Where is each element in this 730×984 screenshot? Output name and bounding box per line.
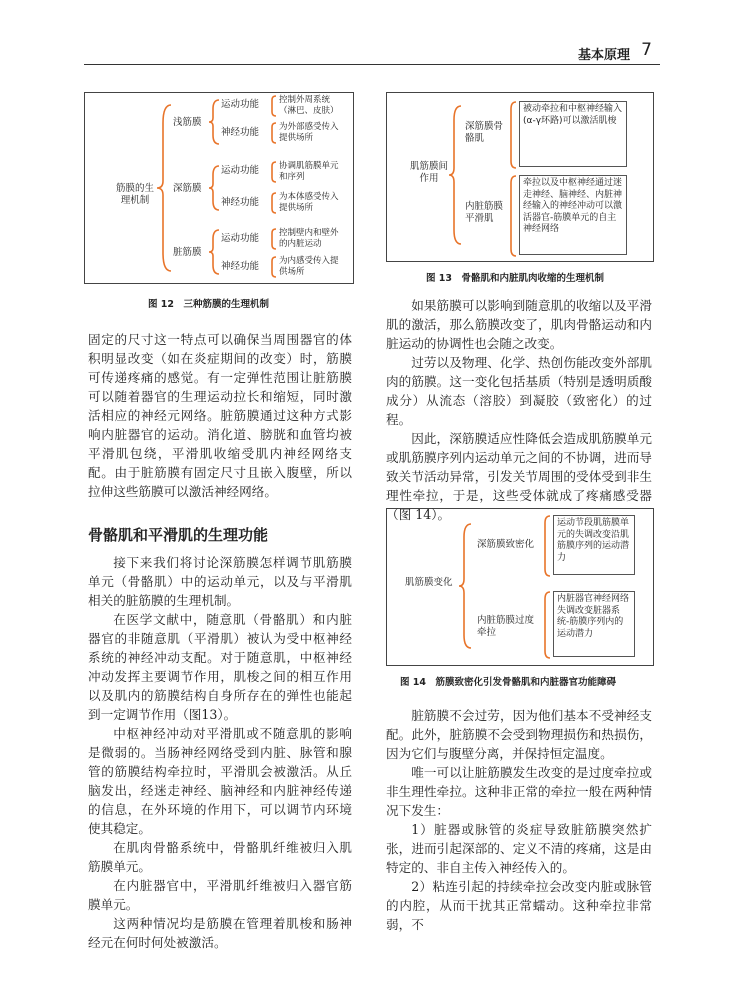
running-header-title: 基本原理 <box>577 48 630 63</box>
fig14-group-2: 内脏筋膜过度牵拉 <box>477 615 535 638</box>
right-paragraph-4: 脏筋膜不会过劳，因为他们基本不受神经支配。此外，脏筋膜不会受到物理损伤和热损伤，因为它们与腹壁分离，并保持恒定温度。 <box>386 708 652 761</box>
left-paragraph-1: 固定的尺寸这一特点可以确保当周围器官的体积明显改变（如在炎症期间的改变）时，筋膜可传递疼痛的感觉。有一定弹性范围让脏筋膜可以随着器官的生理运动拉长和缩短，同时激活相应的神经元网络。脏筋膜通过这种方式影响内脏器官的运动。消化道、膀胱和血管均被平滑肌包绕，平滑肌收缩受肌内神经网络支配。由于脏筋膜有固定尺寸且嵌入腹壁，所以拉伸这些筋膜可以激活神经网络。 <box>88 332 352 499</box>
fig14-g2-bracket <box>541 591 551 659</box>
fig12-g3-label-2: 神经功能 <box>221 261 260 272</box>
left-paragraph-4: 中枢神经冲动对平滑肌或不随意肌的影响是微弱的。当肠神经网络受到内脏、脉管和腺管的筋膜结构牵拉时，平滑肌会被激活。从丘脑发出，经迷走神经、脑神经和内脏神经传递的信息，在外环境的作用下，可以调节内环境使其稳定。 <box>88 726 352 836</box>
header-rule <box>84 64 660 65</box>
left-paragraph-7: 这两种情况均是筋膜在管理着肌梭和肠神经元在何时何处被激活。 <box>88 916 352 950</box>
fig12-group-2-brace <box>209 165 221 211</box>
fig13-g2-bracket <box>507 175 517 257</box>
fig13-root-brace <box>449 105 465 245</box>
fig12-group-3: 脏筋膜 <box>173 247 202 258</box>
right-paragraph-6: 1）脏器或脉管的炎症导致脏筋膜突然扩张，进而引起深部的、定义不清的疼痛，这是由特定的、非自主传入神经传入的。 <box>386 822 652 875</box>
figure-13-caption: 图 13 骨骼肌和内脏肌肉收缩的生理机制 <box>426 273 605 284</box>
fig12-g1-desc-2: 为外部感受传入提供场所 <box>279 122 339 143</box>
fig13-g2-desc: 牵拉以及中枢神经通过迷走神经、脑神经、内脏神经输入的神经冲动可以激活器官-筋膜单元的自主神经网络 <box>519 175 627 255</box>
fig13-g1-desc: 被动牵拉和中枢神经输入(α-γ环路)可以激活肌梭 <box>519 101 627 167</box>
fig12-g3-bracket-1 <box>269 228 277 250</box>
fig13-root: 肌筋膜间作用 <box>409 161 448 184</box>
fig14-g1-desc: 运动节段肌筋膜单元的失调改变沿肌筋膜序列的运动潜力 <box>553 515 635 575</box>
fig12-g2-desc-2: 为本体感受传入提供场所 <box>279 192 339 213</box>
fig12-g2-desc-1: 协调肌筋膜单元和序列 <box>279 161 339 182</box>
fig12-g2-label-2: 神经功能 <box>221 197 260 208</box>
fig12-group-3-brace <box>209 229 221 275</box>
left-paragraph-3: 在医学文献中，随意肌（骨骼肌）和内脏器官的非随意肌（平滑肌）被认为受中枢神经系统的神经冲动支配。对于随意肌，中枢神经冲动发挥主要调节作用，肌梭之间的相互作用以及肌内的筋膜结构自身所存在的弹性也能起到一定调节作用（图13）。 <box>88 612 352 722</box>
fig12-g2-bracket-2 <box>269 192 277 214</box>
fig13-group-2: 内脏筋膜平滑肌 <box>465 201 504 224</box>
right-paragraph-3: 因此，深筋膜适应性降低会造成肌筋膜单元或肌筋膜序列内运动单元之间的不协调，进而导致关节活动异常，引发关节周围的受体受到非生理性牵拉，于是，这些受体就成了疼痛感受器（图 14）。 <box>386 431 652 522</box>
fig12-g3-label-1: 运动功能 <box>221 233 260 244</box>
left-paragraph-5: 在肌肉骨骼系统中，骨骼肌纤维被归入肌筋膜单元。 <box>88 840 352 874</box>
page-number: 7 <box>641 40 652 60</box>
figure-14-caption: 图 14 筋膜致密化引发骨骼肌和内脏器官功能障碍 <box>400 677 617 688</box>
figure-12-caption: 图 12 三种筋膜的生理机制 <box>148 299 270 310</box>
left-column <box>88 330 352 501</box>
fig13-group-1: 深筋膜骨骼肌 <box>465 121 504 144</box>
figure-13 <box>386 92 654 262</box>
fig14-root: 肌筋膜变化 <box>405 577 453 588</box>
fig12-group-1: 浅筋膜 <box>173 117 202 128</box>
right-paragraph-2: 过劳以及物理、化学、热创伤能改变外部肌肉的筋膜。这一变化包括基质（特别是透明质酸成分）从流态（溶胶）到凝胶（致密化）的过程。 <box>386 355 652 427</box>
fig12-g3-bracket-2 <box>269 256 277 278</box>
fig14-g1-bracket <box>541 515 551 577</box>
fig12-g3-desc-2: 为内感受传入提供场所 <box>279 256 339 277</box>
figure-14 <box>386 508 654 666</box>
right-column-2 <box>386 706 652 934</box>
left-paragraph-6: 在内脏器官中，平滑肌纤维被归入器官筋膜单元。 <box>88 878 352 912</box>
fig12-g3-desc-1: 控制壁内和壁外的内脏运动 <box>279 228 339 249</box>
fig12-root: 筋膜的生理机制 <box>115 183 154 206</box>
figure-12 <box>84 92 354 284</box>
fig12-group-1-brace <box>209 99 221 145</box>
fig12-g2-bracket-1 <box>269 161 277 183</box>
fig12-g1-desc-1: 控制外周系统（淋巴、皮肤） <box>279 95 339 116</box>
section-heading: 骨骼肌和平滑肌的生理功能 <box>88 526 269 544</box>
fig12-g1-bracket-1 <box>269 95 277 117</box>
left-column-2 <box>88 553 352 952</box>
fig12-g1-label-2: 神经功能 <box>221 127 260 138</box>
fig12-g2-label-1: 运动功能 <box>221 165 260 176</box>
fig14-g2-desc: 内脏器官神经网络失调改变脏器系统-筋膜序列内的运动潜力 <box>553 591 635 657</box>
fig14-group-1: 深筋膜致密化 <box>477 539 535 550</box>
fig14-root-brace <box>459 523 475 649</box>
fig12-group-2: 深筋膜 <box>173 183 202 194</box>
right-paragraph-1: 如果筋膜可以影响到随意肌的收缩以及平滑肌的激活，那么筋膜改变了，肌肉骨骼运动和内脏运动的协调性也会随之改变。 <box>386 298 652 351</box>
right-paragraph-7: 2）粘连引起的持续牵拉会改变内脏或脉管的内腔，从而干扰其正常蠕动。这种牵拉非常弱，不 <box>386 879 652 932</box>
left-paragraph-2: 接下来我们将讨论深筋膜怎样调节肌筋膜单元（骨骼肌）中的运动单元，以及与平滑肌相关的脏筋膜的生理机制。 <box>88 555 352 608</box>
fig13-g1-bracket <box>507 101 517 169</box>
right-column <box>386 296 652 524</box>
fig12-g1-bracket-2 <box>269 122 277 144</box>
right-paragraph-5: 唯一可以让脏筋膜发生改变的是过度牵拉或非生理性牵拉。这种非正常的牵拉一般在两种情况下发生： <box>386 765 652 818</box>
fig12-g1-label-1: 运动功能 <box>221 99 260 110</box>
